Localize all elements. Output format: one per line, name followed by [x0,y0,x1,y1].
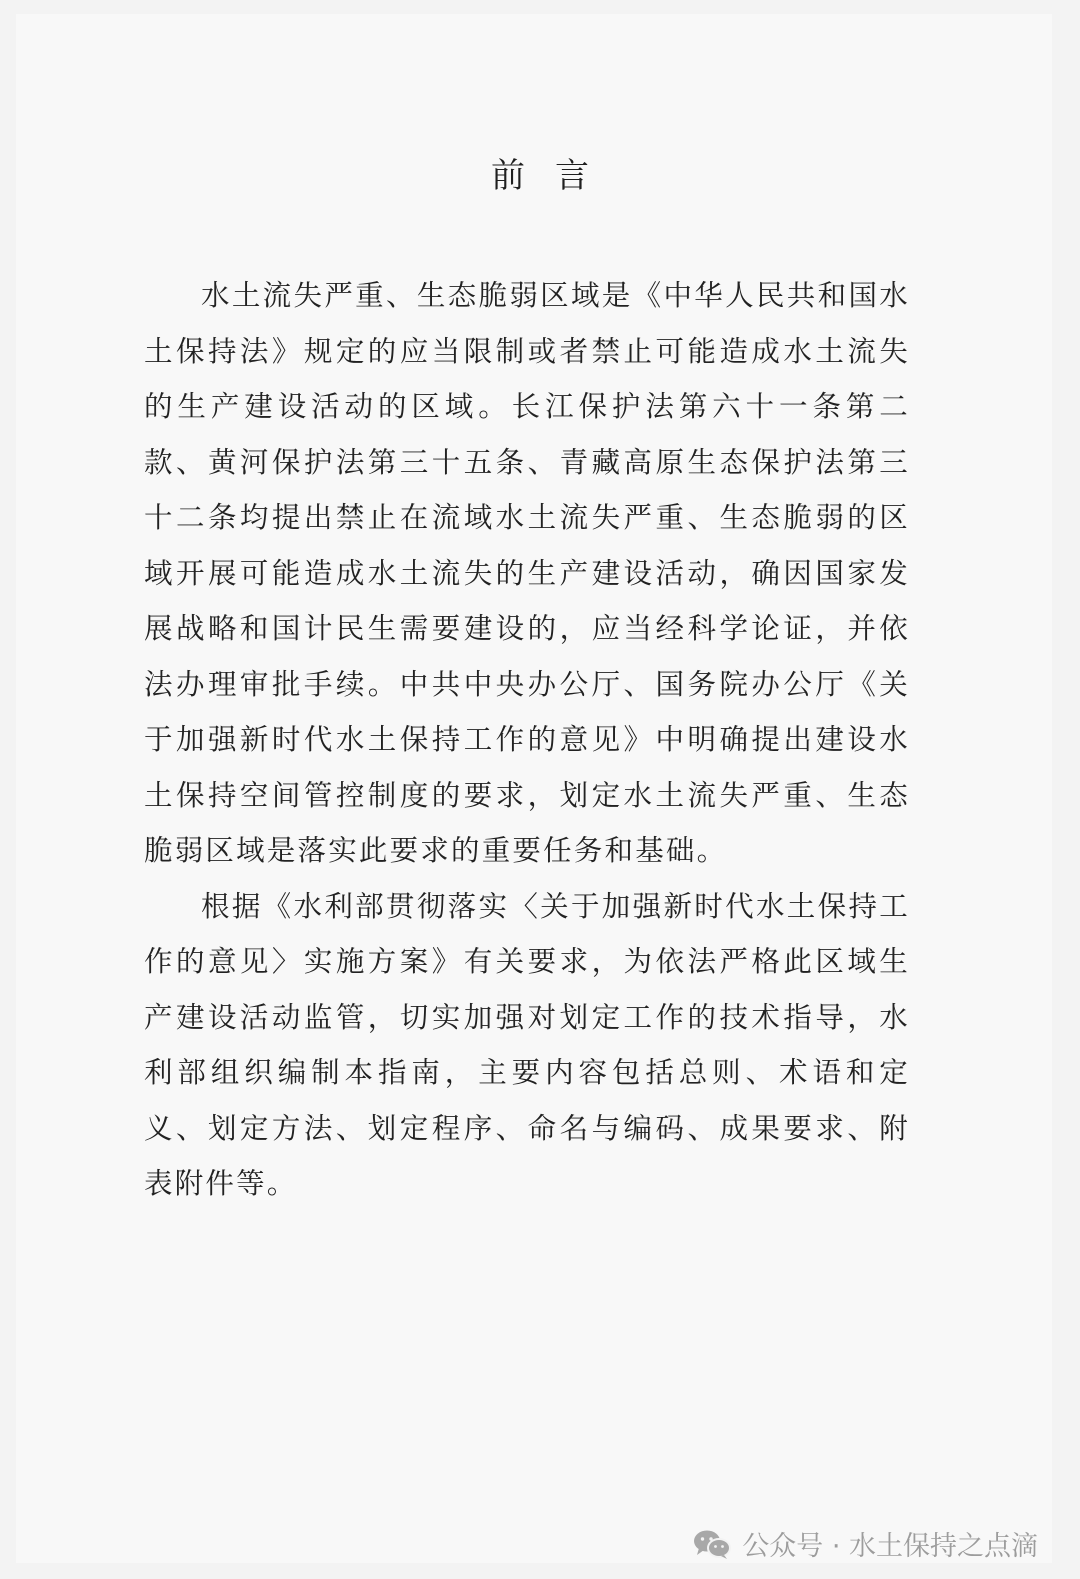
wechat-icon [692,1528,732,1560]
watermark [692,1524,1038,1563]
paragraph-2: 根据《水利部贯彻落实〈关于加强新时代水土保持工作的意见〉实施方案》有关要求，为依法严格此区域生产建设活动监管，切实加强对划定工作的技术指导，水利部组织编制本指南，主要内容包括总则、术语和定义、划定方法、划定程序、命名与编码、成果要求、附表附件等。 [144,889,910,1200]
page-title: 前言 [491,156,619,196]
watermark-text: 公众号 · 水土保持之点滴 [742,1531,1038,1562]
paragraph-1: 水土流失严重、生态脆弱区域是《中华人民共和国水土保持法》规定的应当限制或者禁止可能造成水土流失的生产建设活动的区域。长江保护法第六十一条第二款、黄河保护法第三十五条、青藏高原生态保护法第三十二条均提出禁止在流域水土流失严重、生态脆弱的区域开展可能造成水土流失的生产建设活动，确因国家发展战略和国计民生需要建设的，应当经科学论证，并依法办理审批手续。中共中央办公厅、国务院办公厅《关于加强新时代水土保持工作的意见》中明确提出建设水土保持空间管控制度的要求，划定水土流失严重、生态脆弱区域是落实此要求的重要任务和基础。 [144,279,910,867]
document-body [144,268,910,1212]
